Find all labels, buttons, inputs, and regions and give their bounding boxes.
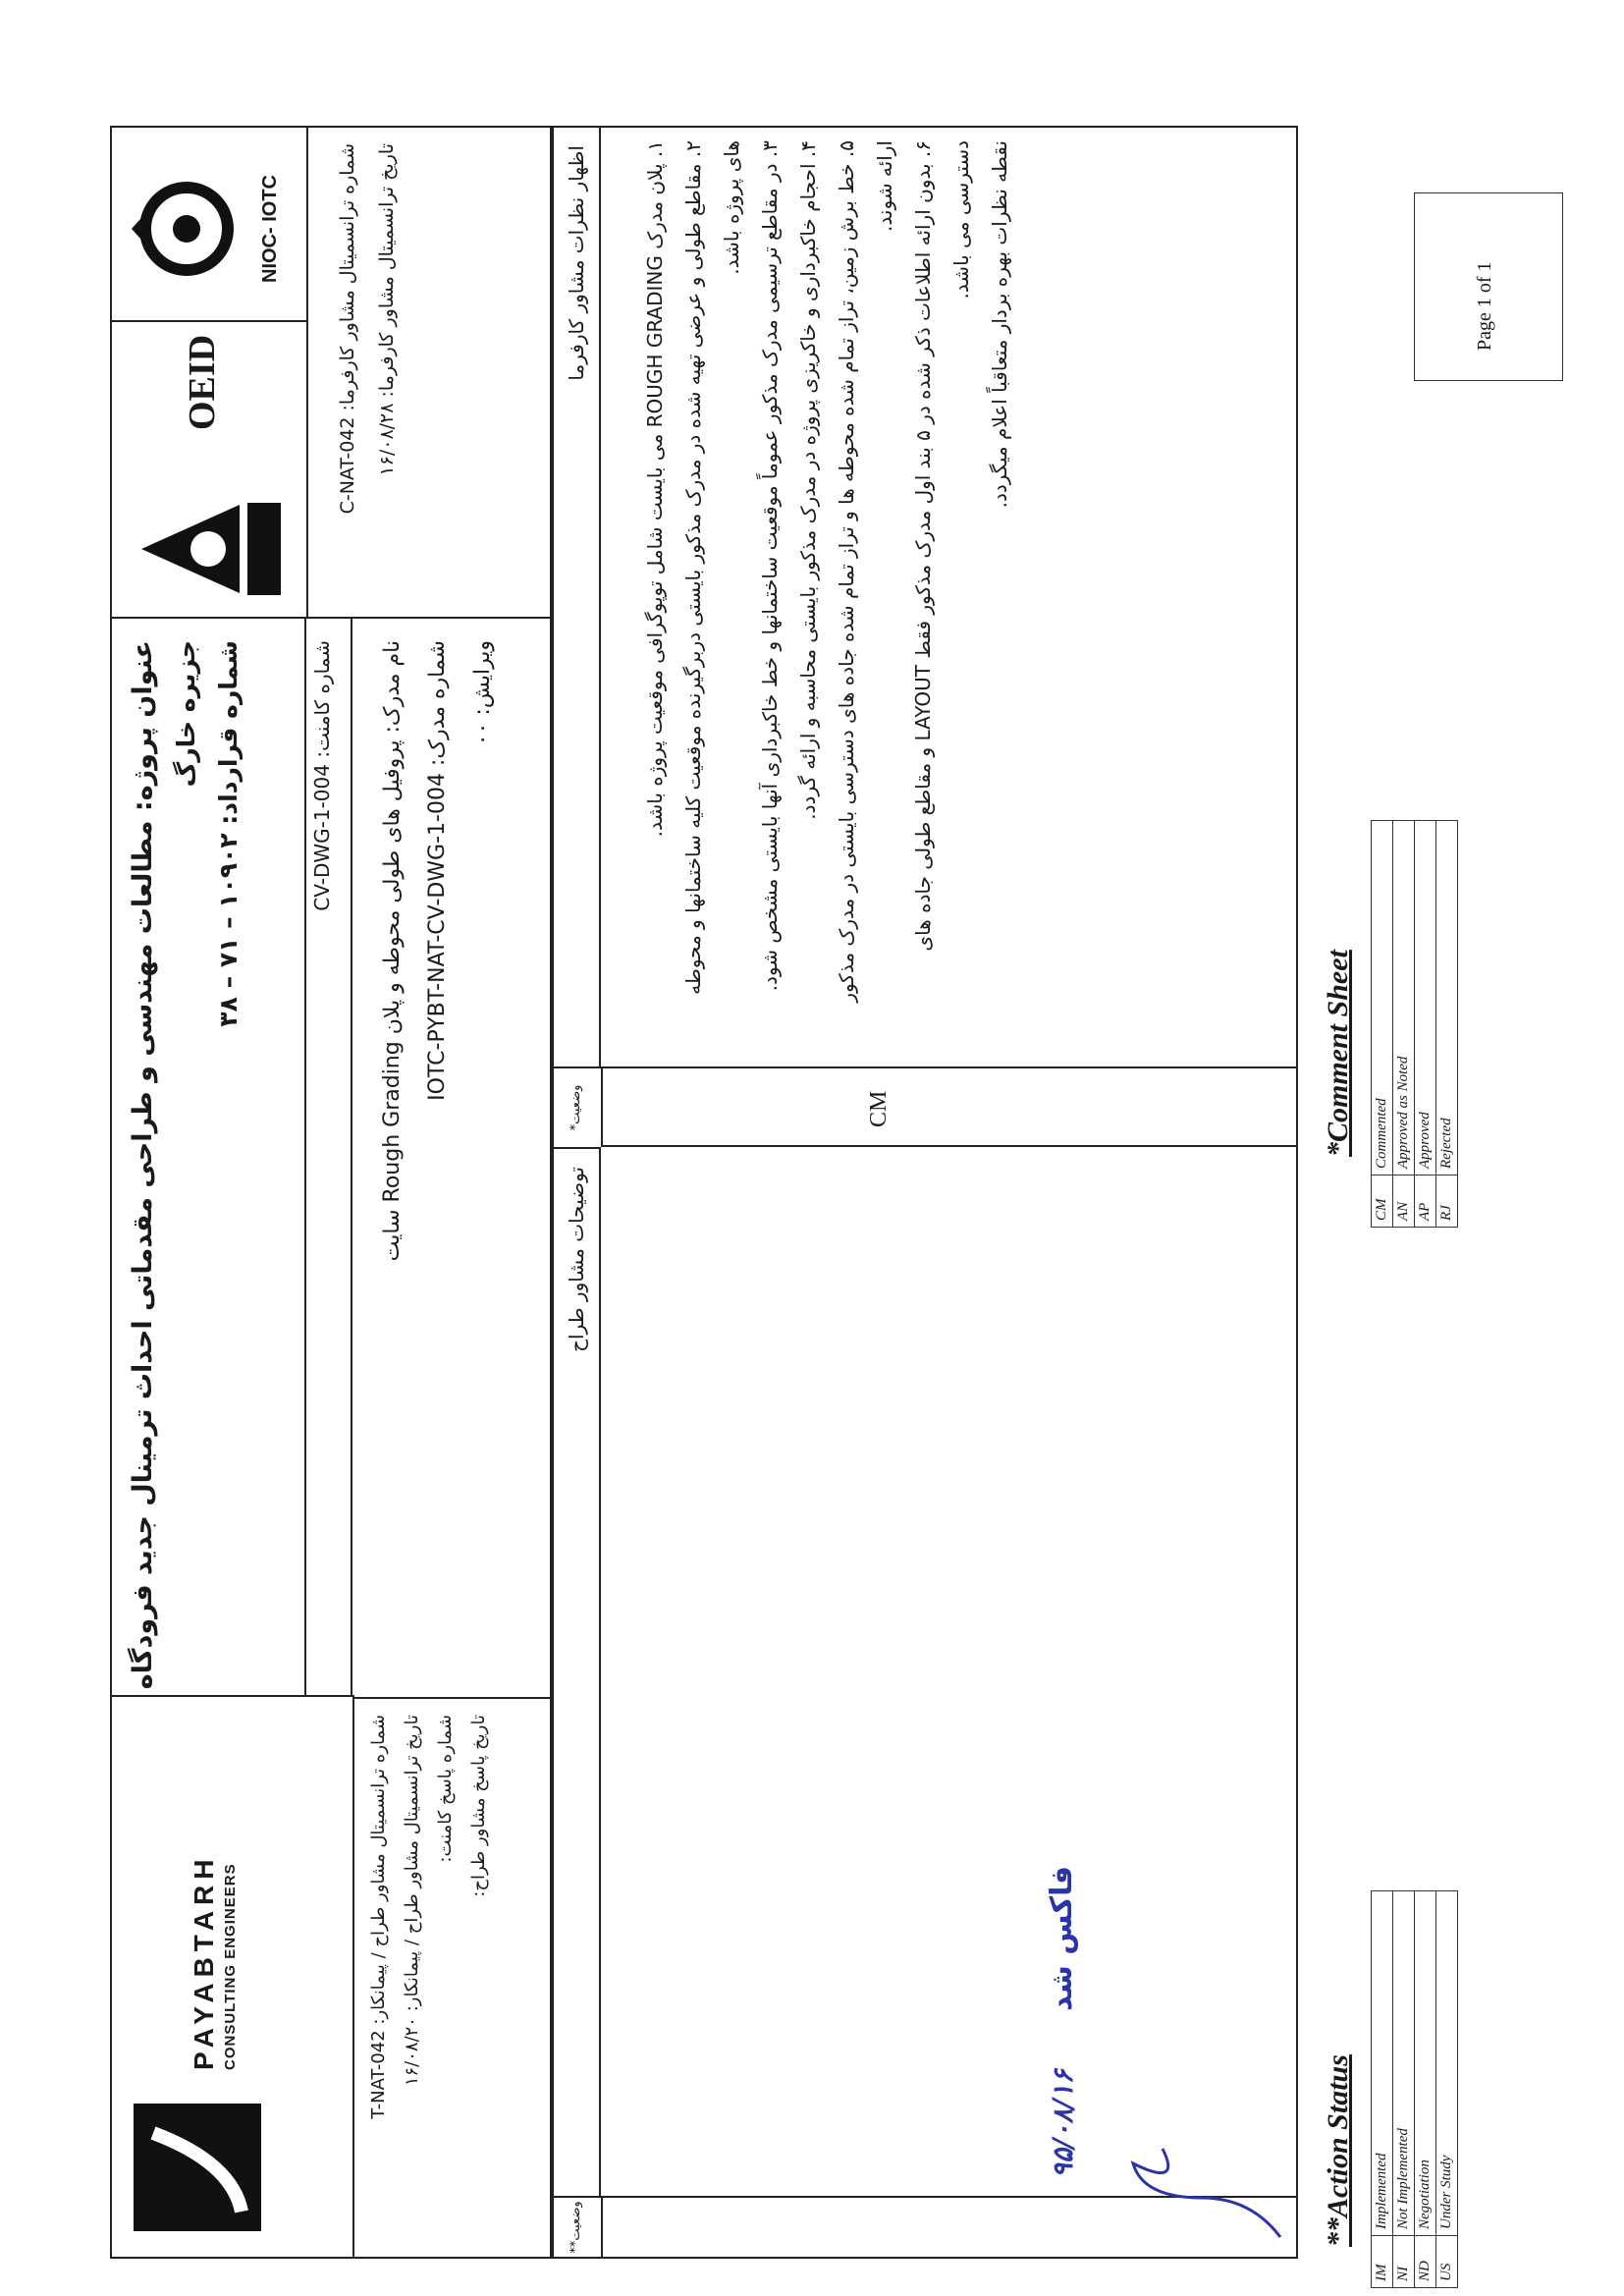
legend-row	[1415, 821, 1436, 1228]
comment-sheet-legend	[1306, 813, 1620, 1235]
legend-row	[1372, 1891, 1393, 2288]
legend-row	[1393, 1891, 1415, 2288]
comment-line: نقطه نظرات بهره بردار متعاقباً اعلام میگردد.	[988, 140, 1011, 509]
legend-desc: Rejected	[1436, 821, 1458, 1175]
legend-code: CM	[1372, 1175, 1393, 1228]
page-number: Page 1 of 1	[1474, 261, 1495, 351]
legend-row	[1372, 821, 1393, 1228]
designer-reply-date: تاریخ پاسخ مشاور طراح:	[468, 1715, 489, 1897]
project-title-cell	[112, 617, 306, 1697]
comment-line: ۲. مقاطع طولی و عرضی تهیه شده در مدرک مذکور بایستی دربرگیرنده موقعیت کلیه ساختمانها و محوطه	[681, 140, 705, 995]
oeid-label: OEID	[182, 334, 223, 430]
legend-code: NI	[1393, 2236, 1415, 2288]
comment-line: ۵. خط برش زمین، تراز تمام شده محوطه ها و تراز تمام شده جاده های دسترسی بایستی در مدرک مذکور	[835, 140, 858, 1003]
nioc-iotc-label: NIOC- IOTC	[259, 175, 281, 283]
document-name: نام مدرک: پروفیل های طولی محوطه و پلان Rough Grading سایت	[380, 640, 405, 1262]
comment-reply-number: شماره پاسخ کامنت:	[435, 1715, 456, 1863]
comment-sheet-table	[1371, 820, 1458, 1228]
legend-row	[1415, 1891, 1436, 2288]
comment-line: ارائه شوند.	[873, 140, 896, 232]
designer-transmittal-date: تاریخ ترانسمیتال مشاور طراح / پیمانکار: ۱۶/۰۸/۲۰	[402, 1715, 422, 2087]
legend-desc: Not Implemented	[1393, 1891, 1415, 2236]
niocc-logo-cell	[112, 128, 308, 322]
legend-code: ND	[1415, 2236, 1436, 2288]
action-status-legend	[1306, 1884, 1620, 2296]
oeid-flame-icon	[132, 495, 289, 603]
legend-code: AP	[1415, 1175, 1436, 1228]
legend-row	[1393, 821, 1415, 1228]
oeid-logo-cell	[112, 320, 308, 617]
action-status-title: **Action Status	[1322, 2054, 1354, 2247]
comment-line: ۴. احجام خاکبرداری و خاکریزی پروژه در مدرک مذکور بایستی محاسبه و ارائه گردد.	[796, 140, 820, 820]
comment-line: های پروژه باشد.	[720, 140, 743, 275]
legend-code: US	[1436, 2236, 1458, 2288]
comment-number-cell	[306, 617, 352, 1697]
client-comments-list	[636, 140, 1019, 1059]
legend-code: RJ	[1436, 1175, 1458, 1228]
legend-code: IM	[1372, 2236, 1393, 2288]
project-location: جزیره خارگ	[172, 640, 200, 788]
signature-scribble	[1104, 2100, 1290, 2257]
client-status-header: وضعیت*	[554, 1066, 603, 1147]
contract-number: شماره قرارداد: ۱۰۹۰۲ – ۷۱ – ۳۸	[214, 640, 243, 1027]
legend-row	[1436, 1891, 1458, 2288]
fax-date: ۹۵/۰۸/۱۶	[1047, 2069, 1079, 2178]
legend-desc: Approved as Noted	[1393, 821, 1415, 1175]
designer-transmittal-cell	[352, 1697, 552, 2257]
col-divider-3	[601, 1066, 1296, 1068]
comment-sheet-title: *Comment Sheet	[1322, 950, 1354, 1157]
comment-line: دسترسی می باشد.	[949, 140, 973, 300]
payabtarh-logo-icon	[134, 2104, 261, 2231]
client-transmittal-number: شماره ترانسمیتال مشاور کارفرما: C-NAT-042	[337, 143, 358, 515]
legend-desc: Commented	[1372, 821, 1393, 1175]
legend-row	[1436, 821, 1458, 1228]
document-revision: ویرایش: ۰۰	[470, 640, 495, 746]
client-transmittal-date: تاریخ ترانسمیتال مشاور کارفرما: ۱۶/۰۸/۲۸	[376, 143, 398, 476]
fax-stamp: فاکس شد	[1045, 1865, 1079, 2011]
designer-comments-header: توضیحات مشاور طراح	[554, 1147, 601, 2198]
legend-desc: Implemented	[1372, 1891, 1393, 2236]
payabtarh-logo-cell	[112, 1695, 354, 2257]
comment-line: ۳. در مقاطع ترسیمی مدرک مذکور عموماً موقعیت ساختمانها و خط خاکبرداری آنها بایستی مشخص شود.	[758, 140, 782, 992]
document-number: شماره مدرک: IOTC-PYBT-NAT-CV-DWG-1-004	[425, 640, 450, 1101]
comment-line: ۶. بدون ارائه اطلاعات ذکر شده در ۵ بند اول مدرک مذکور فقط LAYOUT و مقاطع طولی جاده های	[911, 140, 935, 952]
header-block	[110, 126, 552, 2259]
nioc-iotc-logo-icon	[128, 165, 245, 293]
legend-desc: Negotiation	[1415, 1891, 1436, 2236]
client-status-value: CM	[866, 1090, 892, 1127]
payabtarh-subtitle: CONSULTING ENGINEERS	[222, 1863, 239, 2070]
client-transmittal-cell	[306, 128, 552, 617]
payabtarh-name: PAYABTARH	[189, 1853, 219, 2070]
col-divider-2	[601, 1145, 1296, 1147]
client-comments-header: اظهار نظرات مشاور کارفرما	[554, 128, 601, 1068]
legend-desc: Approved	[1415, 821, 1436, 1175]
page-number-box	[1414, 192, 1563, 381]
project-title: عنوان پروژه: مطالعات مهندسی و طراحی مقدماتی احداث ترمینال جدید فرودگاه	[128, 640, 158, 1690]
designer-transmittal-number: شماره ترانسمیتال مشاور طراح / پیمانکار: T-NAT-042	[368, 1715, 389, 2119]
comments-table	[552, 126, 1298, 2259]
action-status-table	[1371, 1890, 1458, 2288]
designer-status-header: وضعیت**	[554, 2196, 603, 2257]
comment-line: ۱. پلان مدرک ROUGH GRADING می بایست شامل توپوگرافی موقعیت پروژه باشد.	[643, 140, 667, 838]
comment-sheet-number: شماره کامنت: CV-DWG-1-004	[310, 640, 334, 911]
legend-desc: Under Study	[1436, 1891, 1458, 2236]
document-info-cell	[352, 617, 552, 1697]
legend-code: AN	[1393, 1175, 1415, 1228]
